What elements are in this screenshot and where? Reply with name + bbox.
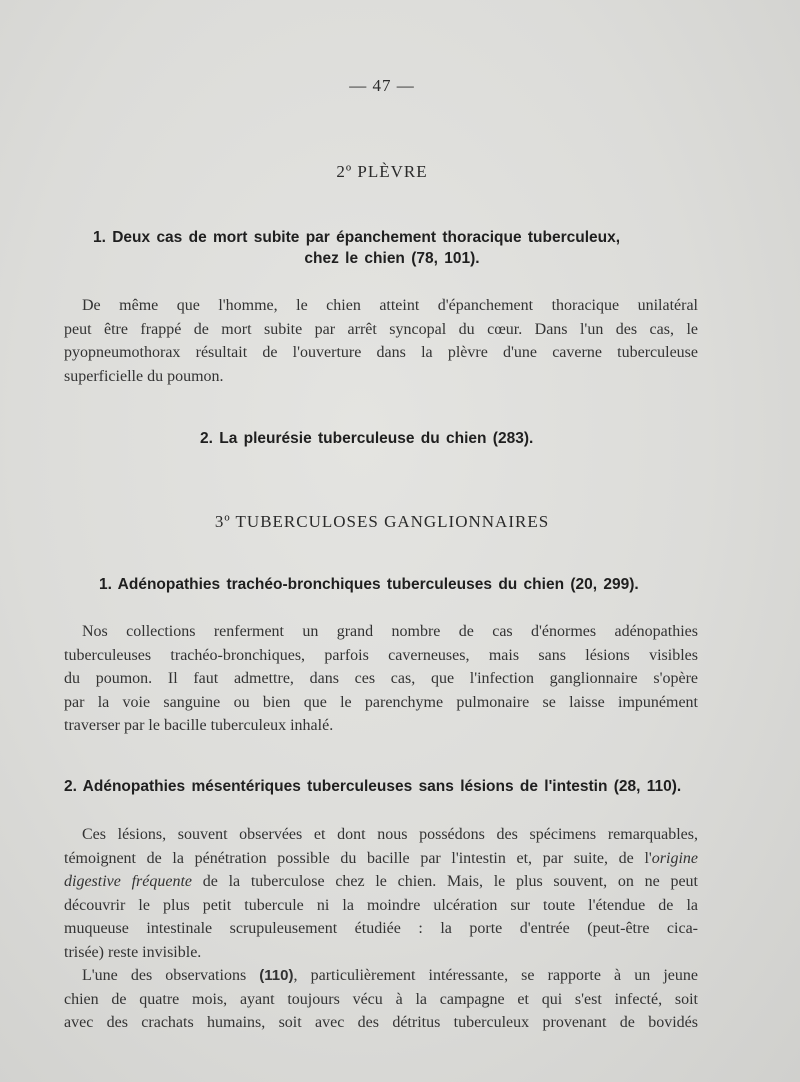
text-line: [64, 870, 698, 894]
text-line: [64, 847, 698, 871]
text-line: par la voie sanguine ou bien que le parenchyme pulmonaire se laisse impunément: [64, 693, 698, 711]
text-line: [64, 964, 698, 988]
text-line: trisée) reste invisible.: [64, 943, 202, 961]
subheading-adenopathies-tracheo: [99, 576, 639, 594]
paragraph-mort-subite: [64, 294, 698, 388]
text-line: pyopneumothorax résultait de l'ouverture dans la plèvre d'une caverne tuberculeuse: [64, 344, 698, 361]
text-fragment: de la tuberculose chez le chien. Mais, le plus souvent, on ne peut: [202, 873, 698, 890]
section-title-plevre: 2º PLÈVRE: [336, 162, 428, 181]
text-fragment: L'une des observations: [82, 967, 247, 984]
text-fragment: , particulièrement intéressante, se rapporte à un jeune: [293, 967, 698, 984]
subheading-line: 2. Adénopathies mésentériques tuberculeuses sans lésions de l'intestin (28, 110).: [64, 778, 682, 795]
paragraph-adenopathies-tracheo: [64, 620, 698, 738]
text-line: avec des crachats humains, soit avec des détritus tuberculeux provenant de bovidés: [64, 1014, 698, 1031]
italic-term: origine: [651, 849, 698, 867]
text-line: traverser par le bacille tuberculeux inhalé.: [64, 717, 334, 734]
subheading-line: 1. Adénopathies trachéo-bronchiques tuberculeuses du chien (20, 299).: [99, 576, 639, 593]
text-line: muqueuse intestinale scrupuleusement étudiée : la porte d'entrée (peut-être cica-: [64, 920, 698, 937]
text-line: peut être frappé de mort subite par arrêt syncopal du cœur. Dans l'un des cas, le: [64, 320, 698, 338]
subheading-adenopathies-mesenteriques: [64, 778, 681, 796]
italic-term: digestive fréquente: [64, 873, 193, 890]
text-line: chien de quatre mois, ayant toujours vécu à la campagne et qui s'est infecté, soit: [64, 990, 698, 1008]
paragraph-adenopathies-mesenteriques: [64, 823, 698, 1035]
subheading-line: chez le chien (78, 101).: [304, 250, 480, 267]
text-line: du poumon. Il faut admettre, dans ces cas, que l'infection ganglionnaire s'opère: [64, 670, 698, 687]
text-line: Ces lésions, souvent observées et dont nous possédons des spécimens remarquables,: [82, 826, 698, 843]
subheading-line: 1. Deux cas de mort subite par épanchement thoracique tuberculeux,: [93, 229, 621, 246]
text-line: découvrir le plus petit tubercule ni la moindre ulcération sur toute l'étendue de la: [64, 896, 698, 914]
subheading-line: 2. La pleurésie tuberculeuse du chien (283).: [200, 430, 534, 447]
page-number: — 47 —: [349, 76, 415, 95]
text-line: superficielle du poumon.: [64, 367, 224, 385]
subheading-mort-subite: [93, 229, 683, 268]
text-line: tuberculeuses trachéo-bronchiques, parfois caverneuses, mais sans lésions visibles: [64, 646, 698, 664]
text-line: Nos collections renferment un grand nombre de cas d'énormes adénopathies: [82, 623, 698, 640]
subheading-pleuresie: [200, 430, 533, 448]
text-line: De même que l'homme, le chien atteint d'épanchement thoracique unilatéral: [82, 297, 698, 314]
reference-number: (110): [259, 967, 294, 984]
text-fragment: témoignent de la pénétration possible du bacille par l'intestin et, par suite, de l': [64, 849, 652, 867]
section-title-tuberculoses-ganglionnaires: 3º TUBERCULOSES GANGLIONNAIRES: [214, 512, 550, 531]
